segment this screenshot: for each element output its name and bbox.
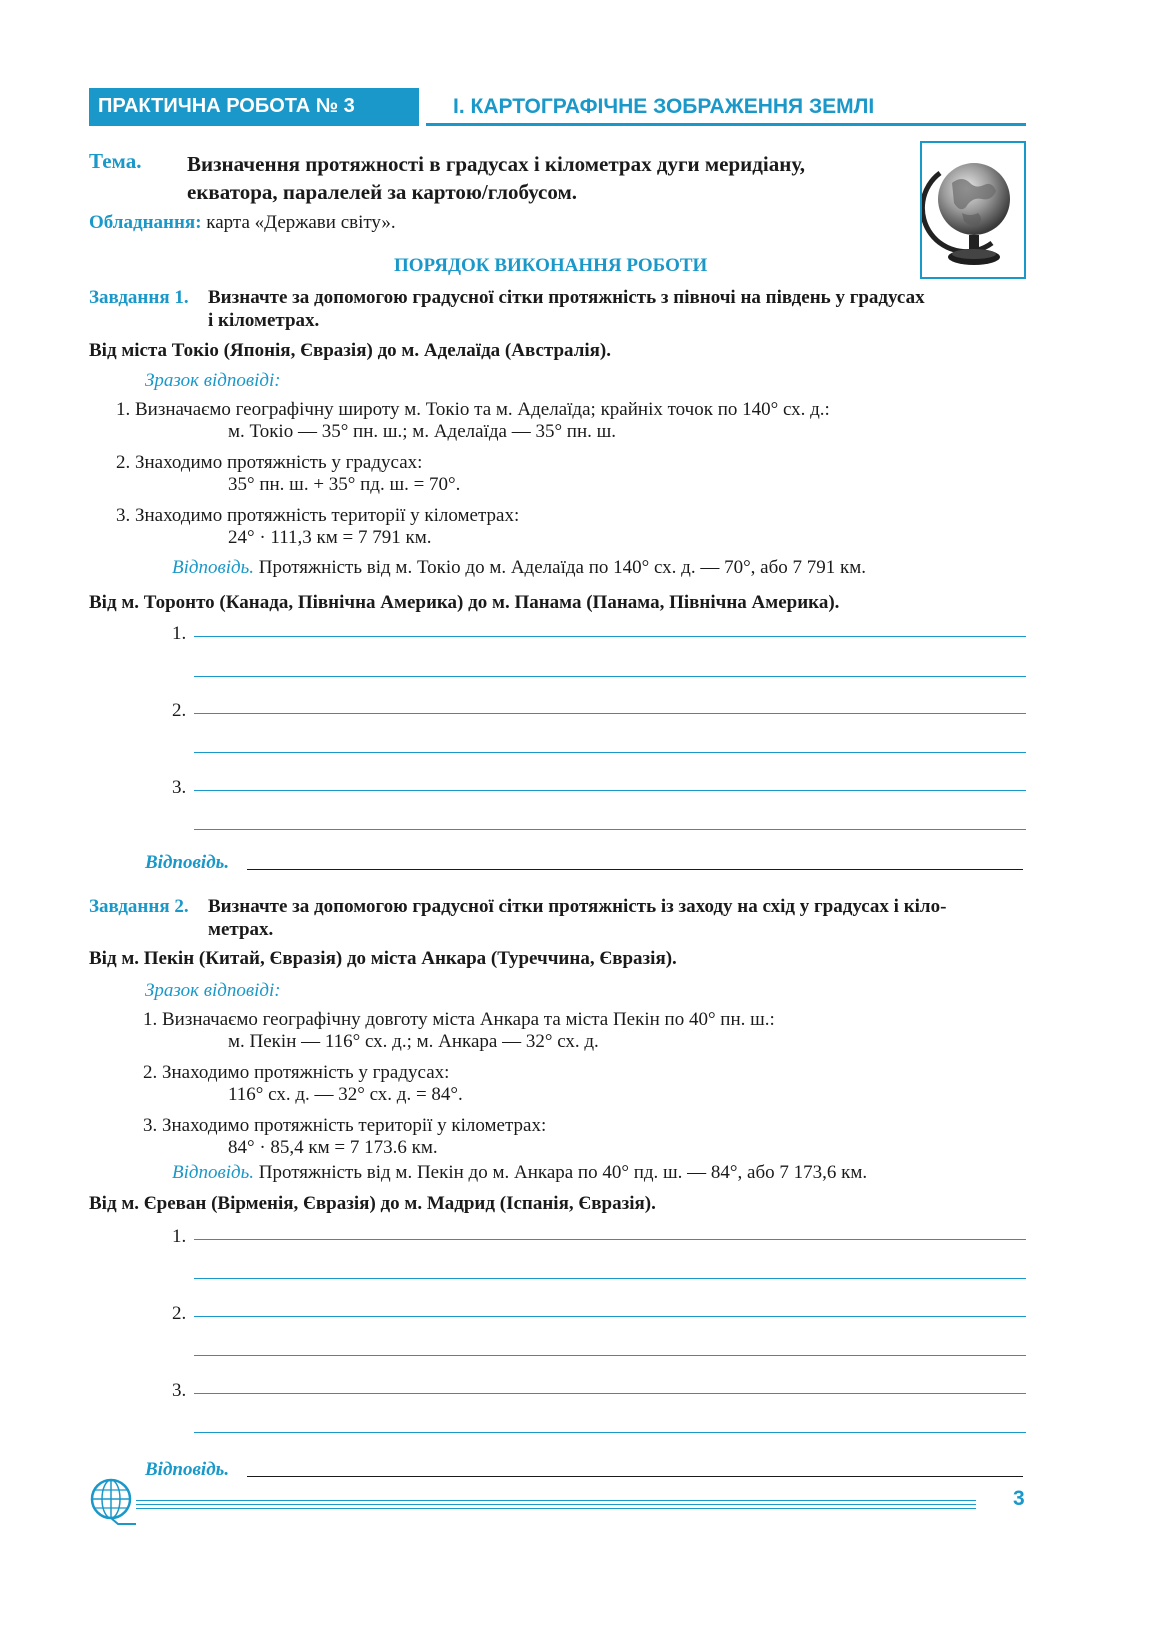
- footer-rule-3: [136, 1508, 976, 1509]
- task1-blank-num-3: 3.: [172, 777, 187, 798]
- task2-route2: Від м. Єреван (Вірменія, Євразія) до м. Мадрид (Іспанія, Євразія).: [89, 1193, 656, 1214]
- equipment-text: карта «Держави світу».: [201, 212, 396, 233]
- task2-route1: Від м. Пекін (Китай, Євразія) до міста Анкара (Туреччина, Євразія).: [89, 948, 677, 969]
- header-right-banner: [426, 88, 1026, 126]
- task2-sample-label: Зразок відповіді:: [145, 980, 281, 1001]
- task2-answer-label: Відповідь.: [172, 1162, 255, 1183]
- equipment-label: Обладнання:: [89, 212, 202, 233]
- equipment-line: [89, 212, 396, 234]
- task2-step2: 2. Знаходимо протяжність у градусах:: [143, 1062, 450, 1083]
- task1-step1-detail: м. Токіо — 35° пн. ш.; м. Аделаїда — 35° пн. ш.: [228, 421, 617, 442]
- task2-answer-text: Протяжність від м. Пекін до м. Анкара по 40° пд. ш. — 84°, або 7 173,6 км.: [254, 1162, 868, 1183]
- task1-answer: [172, 557, 866, 579]
- task1-step2: 2. Знаходимо протяжність у градусах:: [116, 452, 423, 473]
- task1-step2-detail: 35° пн. ш. + 35° пд. ш. = 70°.: [228, 474, 461, 495]
- task2-label: Завдання 2.: [89, 896, 189, 917]
- task1-blank-line-2a[interactable]: [194, 713, 1026, 714]
- task1-blank-line-3a[interactable]: [194, 790, 1026, 791]
- task2-blank-num-2: 2.: [172, 1303, 187, 1324]
- theme-label: Тема.: [89, 149, 142, 173]
- task1-blank-line-1b[interactable]: [194, 676, 1026, 677]
- task1-route2: Від м. Торонто (Канада, Північна Америка) до м. Панама (Панама, Північна Америка).: [89, 592, 840, 613]
- task2-step3: 3. Знаходимо протяжність території у кілометрах:: [143, 1115, 547, 1136]
- task1-answer-line[interactable]: [247, 869, 1023, 870]
- task2-blank-line-1a[interactable]: [194, 1239, 1026, 1240]
- task1-sample-label: Зразок відповіді:: [145, 370, 281, 391]
- theme-line-1: Визначення протяжності в градусах і кілометрах дуги меридіану,: [187, 152, 805, 176]
- task1-text-line1: Визначте за допомогою градусної сітки протяжність з півночі на південь у градусах: [208, 287, 925, 308]
- task1-blank-line-3b[interactable]: [194, 829, 1026, 830]
- task2-step1: 1. Визначаємо географічну довготу міста Анкара та міста Пекін по 40° пн. ш.:: [143, 1009, 775, 1030]
- practical-work-title: ПРАКТИЧНА РОБОТА № 3: [98, 95, 355, 117]
- task1-blank-num-2: 2.: [172, 700, 187, 721]
- task2-step2-detail: 116° сх. д. — 32° сх. д. = 84°.: [228, 1084, 463, 1105]
- task2-blank-line-3a[interactable]: [194, 1393, 1026, 1394]
- task1-answer-text: Протяжність від м. Токіо до м. Аделаїда по 140° сх. д. — 70°, або 7 791 км.: [254, 557, 867, 578]
- task2-text-line1: Визначте за допомогою градусної сітки протяжність із заходу на схід у градусах і кіло-: [208, 896, 947, 917]
- task2-blank-line-2b[interactable]: [194, 1355, 1026, 1356]
- procedure-title: ПОРЯДОК ВИКОНАННЯ РОБОТИ: [394, 255, 708, 276]
- task1-step3: 3. Знаходимо протяжність території у кілометрах:: [116, 505, 520, 526]
- task1-blank-num-1: 1.: [172, 623, 187, 644]
- task2-blank-num-1: 1.: [172, 1226, 187, 1247]
- task2-blank-line-3b[interactable]: [194, 1432, 1026, 1433]
- footer-rule-2: [136, 1504, 976, 1505]
- task2-blank-answer-label: Відповідь.: [145, 1459, 230, 1480]
- task2-blank-line-2a[interactable]: [194, 1316, 1026, 1317]
- task2-answer: [172, 1162, 867, 1184]
- globe-icon: [922, 143, 1024, 277]
- task1-blank-line-2b[interactable]: [194, 752, 1026, 753]
- section-title: І. КАРТОГРАФІЧНЕ ЗОБРАЖЕННЯ ЗЕМЛІ: [453, 95, 875, 118]
- task1-answer-label: Відповідь.: [172, 557, 255, 578]
- task2-blank-line-1b[interactable]: [194, 1278, 1026, 1279]
- task1-text-line2: і кілометрах.: [208, 310, 320, 331]
- globe-image-frame: [920, 141, 1026, 279]
- task1-blank-answer-label: Відповідь.: [145, 852, 230, 873]
- footer-rule-1: [136, 1500, 976, 1501]
- task1-step3-detail: 24° · 111,3 км = 7 791 км.: [228, 527, 432, 548]
- task1-label: Завдання 1.: [89, 287, 189, 308]
- task1-blank-line-1a[interactable]: [194, 636, 1026, 637]
- task2-step1-detail: м. Пекін — 116° сх. д.; м. Анкара — 32° сх. д.: [228, 1031, 599, 1052]
- task1-step1: 1. Визначаємо географічну широту м. Токіо та м. Аделаїда; крайніх точок по 140° сх. д.:: [116, 399, 830, 420]
- task2-text-line2: метрах.: [208, 919, 274, 940]
- footer-globe-icon: [88, 1477, 138, 1527]
- theme-line-2: екватора, паралелей за картою/глобусом.: [187, 180, 578, 204]
- task2-blank-num-3: 3.: [172, 1380, 187, 1401]
- task1-route1: Від міста Токіо (Японія, Євразія) до м. Аделаїда (Австралія).: [89, 340, 611, 361]
- task2-answer-line[interactable]: [247, 1476, 1023, 1477]
- header-left-banner: [89, 88, 419, 126]
- task2-step3-detail: 84° · 85,4 км = 7 173.6 км.: [228, 1137, 438, 1158]
- page-number: 3: [1013, 1487, 1025, 1510]
